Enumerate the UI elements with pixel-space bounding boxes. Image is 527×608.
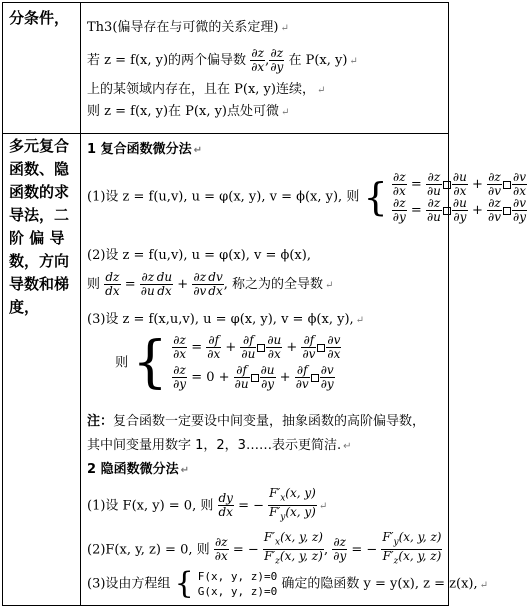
composite-item-3-system: 则 { $\frac{\partial z}{\partial x}$ = $\frac{\partial f}{\partial x}$ + $\frac{\partial f}{\partial u}$ $\frac{\partial u}{\partial x}$ + $\frac{\partial f}{\partial v}$ $\frac{\partial v}{\partial x}$ $\frac{\partial z}{\partial y}$ = 0 + $\frac{\partial f}{\partial u}$ $\frac{\partial u}{\partial y}$ + $\frac{\partial f}{\partial v}$ $\frac{\partial v}{\partial y}$ bbox=[115, 330, 341, 395]
implicit-item-1: (1)设 F(x, y) = 0, 则 $\frac{dy}{dx}$ = − $\frac{F'_x(x, y)}{F'_y(x, y)}$ ↵ bbox=[87, 486, 328, 523]
row2-label-line: 多元复合 bbox=[9, 137, 70, 155]
row2-label-line: 导数和梯 bbox=[9, 275, 70, 293]
section-composite-title: 1 复合函数微分法 ↵ bbox=[87, 142, 202, 157]
row-divider bbox=[3, 133, 448, 134]
composite-note-1: 注：复合函数一定要设中间变量，抽象函数的高阶偏导数， bbox=[87, 414, 426, 429]
composite-item-2b: 则 $\frac{dz}{dx}$ = $\frac{\partial z}{\partial u}$ $\frac{du}{dx}$ + $\frac{\partial z}{\partial v}$ $\frac{dv}{dx}$ , 称之为的全导数 ↵ bbox=[87, 270, 334, 298]
composite-item-2a: (2)设 z = f(u,v), u = φ(x), v = ϕ(x), bbox=[87, 248, 311, 263]
composite-item-1: (1)设 z = f(u,v), u = φ(x, y), v = ϕ(x, y), 则 { $\frac{\partial z}{\partial x}$ = $\frac{\partial z}{\partial u}$ $\frac{\partial u}{\partial x}$ + $\frac{\partial z}{\partial v}$ $\frac{\partial v}{\partial x}$ $\frac{\partial z}{\partial y}$ = $\frac{\partial z}{\partial u}$ $\frac{\partial u}{\partial y}$ + $\frac{\partial z}{\partial v}$ $\frac{\partial v}{\partial y}$ bbox=[87, 170, 526, 224]
theorem-line-1: 若 z = f(x, y)的两个偏导数 $\frac{\partial z}{\partial x}$ , $\frac{\partial z}{\partial y}$ 在 P(x, y) ↵ bbox=[87, 46, 358, 74]
partial-z-x: $\frac{\partial z}{\partial x}$ bbox=[251, 46, 265, 74]
composite-system-3: $\frac{\partial z}{\partial x}$ = $\frac{\partial f}{\partial x}$ + $\frac{\partial f}{\partial u}$ $\frac{\partial u}{\partial x}$ + $\frac{\partial f}{\partial v}$ $\frac{\partial v}{\partial x}$ $\frac{\partial z}{\partial y}$ = 0 + $\frac{\partial f}{\partial u}$ $\frac{\partial u}{\partial y}$ + $\frac{\partial f}{\partial v}$ $\frac{\partial v}{\partial y}$ bbox=[173, 333, 341, 391]
row2-label-line: 函数的求 bbox=[9, 183, 70, 201]
row1-label: 分条件， bbox=[9, 9, 70, 27]
theorem-line-3: 则 z = f(x, y)在 P(x, y)点处可微 ↵ bbox=[87, 104, 290, 119]
composite-system-1: $\frac{\partial z}{\partial x}$ = $\frac{\partial z}{\partial u}$ $\frac{\partial u}{\partial x}$ + $\frac{\partial z}{\partial v}$ $\frac{\partial v}{\partial x}$ $\frac{\partial z}{\partial y}$ = $\frac{\partial z}{\partial u}$ $\frac{\partial u}{\partial y}$ + $\frac{\partial z}{\partial v}$ $\frac{\partial v}{\partial y}$ bbox=[392, 170, 526, 224]
row2-label-line: 阶 偏 导 bbox=[9, 229, 65, 247]
implicit-item-2: (2)F(x, y, z) = 0, 则 $\frac{\partial z}{\partial x}$ = − $\frac{F'_x(x, y, z)}{F'_z(x, y, z)}$ , $\frac{\partial z}{\partial y}$ = − $\frac{F'_y(x, y, z)}{F'_z(x, y, z)}$ bbox=[87, 530, 442, 567]
section-implicit-title: 2 隐函数微分法 ↵ bbox=[87, 462, 189, 477]
row2-label-line: 导法，二 bbox=[9, 206, 70, 224]
theorem-line-2: 上的某领域内存在，且在 P(x, y)连续， ↵ bbox=[87, 82, 326, 97]
column-divider bbox=[80, 3, 81, 605]
theorem-table bbox=[2, 2, 526, 606]
composite-note-2: 其中间变量用数字 1，2，3……表示更简洁. ↵ bbox=[87, 438, 352, 453]
theorem-title: Th3(偏导存在与可微的关系定理) ↵ bbox=[87, 20, 289, 35]
implicit-item-3: (3)设由方程组 { F(x, y, z)=0 G(x, y, z)=0 确定的隐函数 y = y(x), z = z(x), ↵ bbox=[87, 566, 488, 601]
row2-label-line: 函数、隐 bbox=[9, 160, 70, 178]
implicit-system: F(x, y, z)=0 G(x, y, z)=0 bbox=[197, 570, 278, 598]
composite-item-3: (3)设 z = f(x,u,v), u = φ(x, y), v = ϕ(x, y), ↵ bbox=[87, 312, 365, 327]
row2-label-line: 数，方向 bbox=[9, 252, 70, 270]
partial-z-y: $\frac{\partial z}{\partial y}$ bbox=[270, 46, 284, 74]
row2-label-line: 度， bbox=[9, 298, 40, 316]
